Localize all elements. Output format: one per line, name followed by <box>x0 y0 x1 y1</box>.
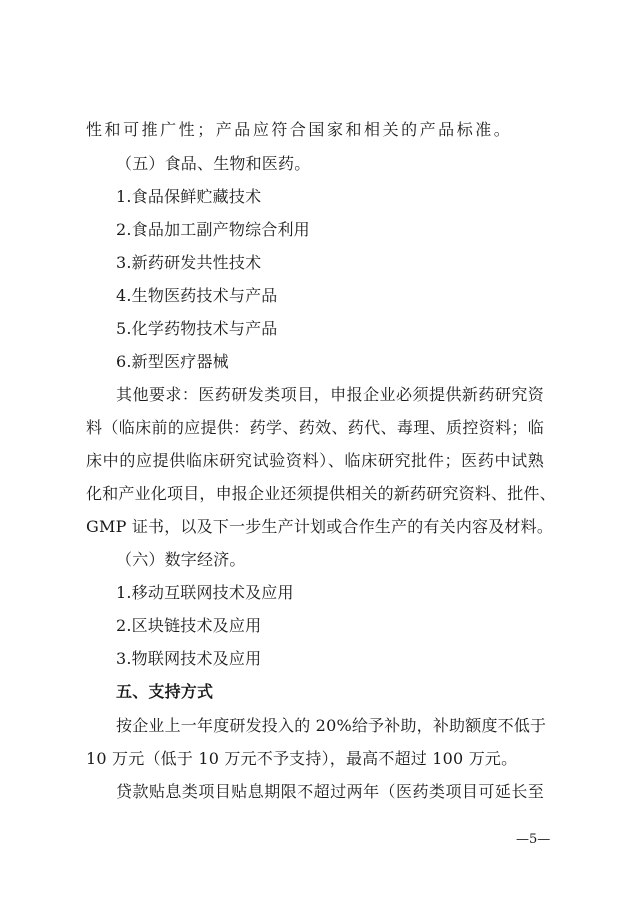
paragraph-line: 贷款贴息类项目贴息期限不超过两年（医药类项目可延长至 <box>116 782 544 801</box>
list-item: 1.移动互联网技术及应用 <box>116 583 294 602</box>
list-item: 3.新药研发共性技术 <box>116 253 262 272</box>
paragraph-line: 床中的应提供临床研究试验资料）、临床研究批件；医药中试熟 <box>86 451 544 470</box>
section-heading-food-bio-medicine: （五）食品、生物和医药。 <box>116 154 311 173</box>
list-item: 4.生物医药技术与产品 <box>116 286 278 305</box>
paragraph-line: 化和产业化项目，申报企业还须提供相关的新药研究资料、批件、 <box>86 484 556 503</box>
list-item: 5.化学药物技术与产品 <box>116 319 278 338</box>
page-number: —5— <box>516 832 551 847</box>
list-item: 3.物联网技术及应用 <box>116 649 262 668</box>
paragraph-line: 性和可推广性；产品应符合国家和相关的产品标准。 <box>86 120 510 139</box>
section-heading-digital-economy: （六）数字经济。 <box>116 550 246 569</box>
list-item: 2.食品加工副产物综合利用 <box>116 220 310 239</box>
paragraph-line: GMP 证书，以及下一步生产计划或合作生产的有关内容及材料。 <box>86 517 554 536</box>
paragraph-line: 料（临床前的应提供：药学、药效、药代、毒理、质控资料；临 <box>86 418 544 437</box>
list-item: 1.食品保鲜贮藏技术 <box>116 187 262 206</box>
paragraph-line: 按企业上一年度研发投入的 20%给予补助，补助额度不低于 <box>116 716 547 735</box>
section-heading-support-method: 五、支持方式 <box>116 682 214 701</box>
paragraph-line: 10 万元（低于 10 万元不予支持），最高不超过 100 万元。 <box>86 749 518 768</box>
list-item: 6.新型医疗器械 <box>116 352 229 371</box>
list-item: 2.区块链技术及应用 <box>116 616 262 635</box>
paragraph-line: 其他要求：医药研发类项目，申报企业必须提供新药研究资 <box>116 385 544 404</box>
